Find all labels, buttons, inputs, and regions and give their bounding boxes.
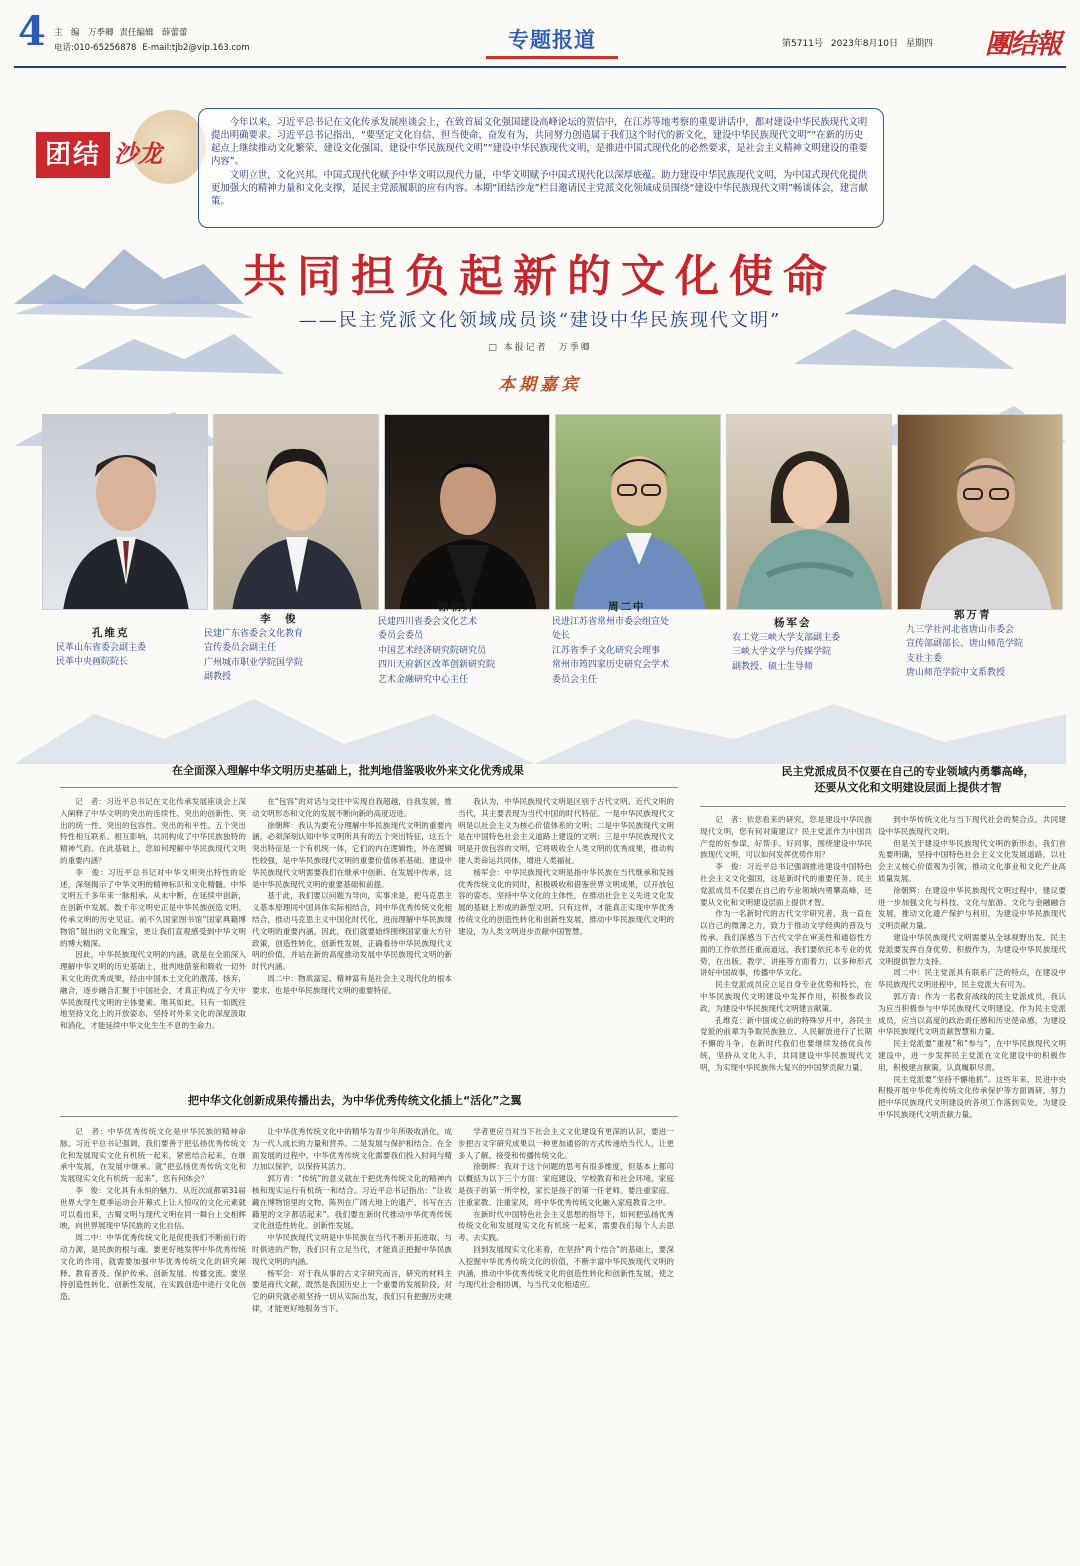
paragraph: 记 者：依您看来的研究，您是建设中华民族现代文明，您有何对策建议？民主党派作为中国共产党的好参谋、好帮手、好同事，围绕建设中华民族现代文明，可以如何发挥优势作用？ bbox=[700, 815, 872, 860]
article-column bbox=[252, 796, 452, 1066]
guest-title-line: 委员会主任 bbox=[552, 674, 598, 685]
paragraph: 回到发展现实文化来看，在坚持“两个结合”的基础上，要深入挖掘中华优秀传统文化的价值，不断丰富中华民族现代文明的内涵，推动中华优秀传统文化的创造性转化和创新性发展，使之与现代社会相协调，与当代文化相适应。 bbox=[458, 1244, 674, 1290]
article-column bbox=[60, 1126, 246, 1556]
intro-paragraph-2: 文明立世，文化兴邦。中国式现代化赋予中华文明以现代力量，中华文明赋予中国式现代化以深厚底蕴。助力建设中华民族现代文明，为中国式现代化提供更加强大的精神力量和文化支撑，是民主党派履职的应有内容。本期“团结沙龙”栏目邀请民主党派文化领域成员围绕“建设中华民族现代文明”畅谈体会，建言献策。 bbox=[211, 170, 868, 207]
guest-photo bbox=[42, 414, 208, 610]
phone: 电话:010-65256878 bbox=[54, 43, 137, 53]
guest-title-line: 广州城市职业学院国学院 bbox=[204, 657, 304, 668]
paragraph: 周二中：民主党派具有联系广泛的特点，在建设中华民族现代文明进程中，民主党派大有可为。 bbox=[878, 968, 1066, 990]
subhead-2-line-1: 民主党派成员不仅要在自己的专业领域内勇攀高峰， bbox=[781, 765, 1035, 778]
article-column bbox=[252, 1126, 452, 1556]
paragraph: 郭万青：作为一名教育战线的民主党派成员，我认为应当积极参与中华民族现代文明建设。作为民主党派成员，应当以高度的政治责任感和历史使命感，为建设中华民族现代文明贡献智慧和力量。 bbox=[878, 991, 1066, 1037]
subheadline: ——民主党派文化领域成员谈“建设中华民族现代文明” bbox=[298, 310, 782, 331]
guest-title-line: 宣传部副部长、唐山师范学院 bbox=[906, 639, 1024, 649]
paragraph: 基于此，我们要以问题为导向，实事求是，把马克思主义基本原理同中国具体实际相结合，同中华优秀传统文化相结合，推动马克思主义中国化时代化，进而理解中华民族现代文明的重要内涵。因此，我们就要始终围绕国家重大方针政策，创造性转化，创新性发展，正确看待中华民族现代文明的价值，并站在新的高度推动发展中华民族现代文明的新时代内涵。 bbox=[252, 891, 452, 972]
guest-6 bbox=[897, 414, 1063, 610]
paragraph: 李 俊：习近平总书记对中华文明突出特性的论述，深刻揭示了中华文明的精神标识和文化精髓。中华文明五千多年来一脉相承，从未中断，在延续中创新，在创新中发展。数千年文明史正是中华民族创造文明、传承文明的历史见证。前不久国家图书馆“国家典籍博物馆”展出的文化瑰宝，更让我们直观感受到中华文明的博大精深。 bbox=[60, 867, 246, 948]
guest-title-line: 唐山师范学院中文系教授 bbox=[906, 668, 1006, 678]
paragraph: 李 俊：文化具有永恒的魅力。从近次成都第31届世界大学生夏季运动会开幕式上让人惊叹的文化元素就可以看出来，古蜀文明与现代文明在同一舞台上交相辉映，向世界展现中华民族的文化自信。 bbox=[60, 1185, 246, 1231]
subhead-3: 把中华文化创新成果传播出去，为中华优秀传统文化插上“活化”之翼 bbox=[188, 1094, 522, 1107]
paper-logo: 團结報 bbox=[985, 29, 1060, 60]
paragraph: 学者更应当对当下社会主义文化建设有更深的认识，要进一步把古文字研究成果以一种更加通俗的方式传递给当代人，让更多人了解、接受和传播传统文化。 bbox=[458, 1127, 674, 1160]
guest-title-line: 民革中央画院院长 bbox=[56, 657, 129, 667]
guest-caption-5 bbox=[732, 616, 892, 674]
byline: □ 本报记者 万季卿 bbox=[488, 343, 592, 353]
paragraph: 民主党派要“坚持不懈地抓”。这些年来，民进中央积极开展中华优秀传统文化传承保护等方面调研，努力把中华民族现代文明建设的各项工作落到实处，为建设中华民族现代文明贡献力量。 bbox=[878, 1074, 1066, 1119]
badge-box: 团结 bbox=[36, 132, 110, 178]
guest-title-line: 中国艺术经济研究院研究员 bbox=[378, 645, 487, 656]
article-column bbox=[458, 796, 674, 1066]
guest-title-line: 九三学社河北省唐山市委会 bbox=[906, 624, 1015, 635]
guest-title-line: 民建四川省委会文化艺术 bbox=[378, 616, 478, 627]
paragraph: 民主党派成员应立足自身专业优势和特长，在中华民族现代文明建设中发挥作用，积极参政议政，为建设中华民族现代文明建言献策。 bbox=[700, 980, 872, 1013]
paragraph: 郭万青：“传统”的意义就在于把优秀传统文化的精神内核和现实运行有机统一和结合。习近平总书记指出：“让收藏在博物馆里的文物、陈列在广阔大地上的遗产、书写在古籍里的文字都活起来”。我们要在新时代推动中华优秀传统文化创造性转化、创新性发展。 bbox=[252, 1174, 452, 1231]
guest-title-line: 宣传委员会副主任 bbox=[204, 643, 277, 653]
guest-name: 孔维克 bbox=[92, 627, 130, 639]
guest-name: 徐朝辉 bbox=[438, 601, 476, 613]
paragraph: 杨军会：中华民族现代文明是指中华民族在当代继承和发扬优秀传统文化的同时，积极吸收和借鉴世界文明成果，以开放包容的姿态，坚持中华文化的主体性，在推动社会主义先进文化发展的基础上形成的新型文明。只有这样，才能真正实现中华优秀传统文化的创造性转化和创新性发展，推动中华民族现代文明的建设，为人类文明进步贡献中国智慧。 bbox=[458, 867, 674, 936]
paragraph: 记 者：习近平总书记在文化传承发展座谈会上深入阐释了中华文明的突出的连续性、突出的创新性、突出的统一性、突出的包容性、突出的和平性。五个突出特性相互联系、相互影响，共同构成了中华民族独特的精神气韵。在此基础上，您如何理解中华民族现代文明的重要内涵？ bbox=[60, 797, 246, 865]
section-title: 专题报道 bbox=[508, 28, 596, 52]
guest-title-line: 艺术金融研究中心主任 bbox=[378, 674, 469, 685]
page-number: 4 bbox=[18, 8, 46, 55]
paragraph: 到中华传统文化与当下现代社会的契合点，共同建设中华民族现代文明。 bbox=[878, 815, 1066, 836]
guest-title-line: 支社主委 bbox=[906, 653, 943, 664]
guest-photo bbox=[726, 414, 892, 610]
article-column bbox=[60, 796, 246, 1066]
paragraph: 李 俊：习近平总书记强调推进建设中国特色社会主义文化强国，这是新时代的重要任务。民主党派成员不仅要在自己的专业领域内勇攀高峰，还要从文化和文明建设层面上提供才智。 bbox=[700, 862, 872, 907]
divider bbox=[700, 806, 1066, 807]
guest-title-line: 民革山东省委会副主委 bbox=[56, 642, 147, 653]
paragraph: 让中华优秀传统文化中的精华为青少年所吸收消化，成为一代人成长的力量和营养。二是发展与保护相结合。在全面发展的过程中，中华优秀传统文化需要我们投入时间与精力加以保护，以保持其活力。 bbox=[252, 1127, 452, 1172]
intro-paragraph-1: 今年以来，习近平总书记在文化传承发展座谈会上，在致首届文化强国建设高峰论坛的贺信中，在江苏等地考察的重要讲话中，都对建设中华民族现代文明提出明确要求。习近平总书记指出，“要坚定文化自信、担当使命、奋发有为，共同努力创造属于我们这个时代的新文化，建设中华民族现代文明”“在新的历史起点上继续推动文化繁荣、建设文化强国、建设中华民族现代文明”“建设中华民族现代文明，是推进中国式现代化的必然要求，是社会主义精神文明建设的重要内容”。 bbox=[211, 117, 868, 167]
guest-title-line: 农工党三峡大学支部副主委 bbox=[732, 632, 841, 643]
paragraph: 因此，中华民族现代文明的内涵，就是在全面深入理解中华文明的历史基础上，批判地借鉴和吸收一切外来文化的优秀成果，经由中国本土文化的激荡、扬弃，融合，逐步融合汇聚于中国社会，才真正构成了今天中华民族现代文明的主体要素。唯其如此，只有一如既往地坚持文化上的开放姿态，坚持对外来文化的深度汲取和消化，才能延续中华文化生生不息的生命力。 bbox=[60, 950, 246, 1031]
paragraph: 民主党派要“重视”和“参与”，在中华民族现代文明建设中，进一步发挥民主党派在文化建设中的积极作用，积极建言献策，认真履职尽责。 bbox=[878, 1039, 1066, 1072]
guest-photo bbox=[555, 414, 721, 610]
guest-photo bbox=[897, 414, 1063, 610]
guest-4 bbox=[555, 414, 721, 610]
subhead-2 bbox=[748, 764, 1068, 796]
intro-box bbox=[198, 108, 884, 228]
guest-caption-1 bbox=[56, 626, 206, 670]
guest-title-line: 四川天府新区改革创新研究院 bbox=[378, 660, 496, 670]
guest-caption-3 bbox=[378, 600, 553, 687]
guest-title-line: 江苏省季子文化研究会理事 bbox=[552, 645, 661, 656]
paragraph: 建设中华民族现代文明需要从全球视野出发。民主党派要发挥自身优势，积极作为，为建设中华民族现代文明提供智力支持。 bbox=[878, 932, 1066, 966]
article-column bbox=[878, 814, 1066, 1554]
guest-5 bbox=[726, 414, 892, 610]
guest-caption-4 bbox=[552, 600, 722, 687]
portrait-silhouette bbox=[898, 415, 1063, 610]
article-column bbox=[700, 814, 872, 1554]
portrait-silhouette bbox=[214, 415, 379, 610]
portrait-silhouette bbox=[727, 415, 892, 610]
paragraph: 徐朝辉：我对于这个问题的思考有很多维度，但基本上都可以概括为以下三个方面：家庭建设、学校教育和社会环境。家庭是孩子的第一所学校，家长是孩子的第一任老师。要注重家庭、注重家教、注重家风，将中华优秀传统文化融入家庭教育之中。 bbox=[458, 1162, 674, 1207]
issue-weekday: 星期四 bbox=[906, 39, 934, 49]
section-rule bbox=[486, 56, 618, 59]
portrait-silhouette bbox=[385, 415, 550, 610]
guest-title-line: 副教授 bbox=[204, 672, 232, 682]
subhead-1: 在全面深入理解中华文明历史基础上，批判地借鉴吸收外来文化优秀成果 bbox=[172, 764, 524, 777]
guest-3 bbox=[384, 414, 550, 610]
divider bbox=[60, 1116, 678, 1117]
mountain-bottom bbox=[14, 699, 534, 764]
guest-title-line: 民进江苏省常州市委会组宣处 bbox=[552, 616, 670, 627]
paragraph: 孔维克：新中国成立前的特殊岁月中，各民主党派的前辈为争取民族独立、人民解放进行了长期不懈的斗争，在新时代我们也要继续发扬优良传统，坚持从文化入手，共同建设中华民族现代文明，为实现中华民族伟大复兴的中国梦贡献力量。 bbox=[700, 1015, 872, 1072]
mountain-bottom-right bbox=[534, 704, 1066, 764]
guest-2 bbox=[213, 414, 379, 610]
column-badge bbox=[36, 132, 176, 180]
paragraph: 中华民族现代文明是中华民族在当代不断开拓进取、与时俱进的产物，我们只有立足当代，才能真正把握中华民族现代文明的内涵。 bbox=[252, 1233, 452, 1266]
email: E-mail:tjb2@vip.163.com bbox=[142, 43, 250, 53]
editor-info bbox=[54, 26, 256, 56]
guest-title-line: 民建广东省委会文化教育 bbox=[204, 628, 304, 639]
paragraph: 作为一名新时代的古代文学研究者，我一直在以自己的微薄之力，致力于推动文学经典的普及与传承。我们深感当下古代文学在审美性和通俗性方面的工作依然任重而道远，我们要依托本专业的优势，在出版、教学、讲座等方面着力，以多种形式讲好中国故事，传播中华文化。 bbox=[700, 909, 872, 978]
paragraph: 但是关于建设中华民族现代文明的新形态，我们首先要明确，坚持中国特色社会主义文化发展道路，以社会主义核心价值观为引领，推动文化事业和文化产业高质量发展。 bbox=[878, 838, 1066, 883]
paragraph: 在“包容”的对话与交往中实现自我超越，自我发展，推动文明形态和文化的发展不断向新的高度迈进。 bbox=[252, 797, 452, 818]
portrait-silhouette bbox=[43, 415, 208, 610]
guest-title-line: 三峡大学文学与传媒学院 bbox=[732, 647, 832, 657]
guest-1 bbox=[42, 414, 208, 610]
guest-name: 郭万青 bbox=[954, 609, 992, 621]
article-column bbox=[458, 1126, 674, 1556]
guest-title-line: 处长 bbox=[552, 631, 571, 641]
paragraph: 杨军会：对于我从事的古文字研究而言，研究的材料主要是商代文献，既然是我国历史上一个重要的发展阶段，对它的研究就必须坚持一切从实际出发，我们只有把握历史规律，才能更好地服务当下。 bbox=[252, 1268, 452, 1313]
guest-caption-2 bbox=[204, 612, 369, 685]
issue-number: 第5711号 bbox=[782, 39, 823, 49]
badge-script: 沙龙 bbox=[114, 139, 162, 168]
portrait-silhouette bbox=[556, 415, 721, 610]
subhead-2-line-2: 还要从文化和文明建设层面上提供才智 bbox=[814, 781, 1002, 794]
paragraph: 周二中：物质富足、精神富有是社会主义现代化的根本要求，也是中华民族现代文明的重要特征。 bbox=[252, 973, 452, 995]
issue-info bbox=[782, 36, 941, 49]
divider bbox=[60, 787, 678, 788]
guest-title-line: 委员会委员 bbox=[378, 631, 424, 641]
paragraph: 徐朝辉：我认为要充分理解中华民族现代文明的重要内涵，必须深刻认知中华文明所具有的五个突出特征，这五个突出特征是一个有机统一体，它们的内在逻辑性，外在逻辑性较强，是中华民族现代文明的重要价值体系基础。建设中华民族现代文明需要我们在继承中创新、在发展中传承，这是中华民族现代文明的重要基础和前提。 bbox=[252, 820, 452, 889]
guest-name: 杨军会 bbox=[774, 617, 812, 629]
issue-date: 2023年8月10日 bbox=[830, 39, 898, 49]
responsible-editor: 责任编辑 薛蕾蕾 bbox=[119, 28, 188, 38]
guest-caption-6 bbox=[906, 608, 1066, 681]
guest-photo bbox=[384, 414, 550, 610]
headline: 共同担负起新的文化使命 bbox=[243, 251, 837, 302]
guests-title: 本期嘉宾 bbox=[498, 375, 582, 395]
guest-photo bbox=[213, 414, 379, 610]
paragraph: 周二中：中华优秀传统文化是促使我们不断前行的动力源，是民族的根与魂。要更好地发挥中华优秀传统文化的作用，就需要加强中华优秀传统文化的研究阐释、教育普及、保护传承、创新发展、传播交流。要坚持创造性转化、创新性发展，在实践创造中进行文化创造。 bbox=[60, 1233, 246, 1302]
paragraph: 记 者：中华优秀传统文化是中华民族的精神命脉。习近平总书记强调，我们要善于把弘扬优秀传统文化和发展现实文化有机统一起来，紧密结合起来，在继承中发展，在发展中继承。就“把弘扬优秀传统文化和发展现实文化有机统一起来”，您有何体会？ bbox=[60, 1127, 246, 1184]
chief-editor: 主 编 万季卿 bbox=[54, 28, 114, 38]
paragraph: 我认为，中华民族现代文明是区别于古代文明、近代文明的当代，其主要表现为当代中国的时代特征。一是中华民族现代文明是以社会主义为核心价值体系的文明；二是中华民族现代文明是在中国特色社会主义道路上建设的文明；三是中华民族现代文明是开放包容的文明，它将吸收全人类文明的优秀成果，推动构建人类命运共同体，增进人类福祉。 bbox=[458, 797, 674, 865]
masthead bbox=[14, 10, 1066, 68]
guest-title-line: 副教授、硕士生导师 bbox=[732, 661, 814, 672]
paragraph: 徐朝辉：在建设中华民族现代文明过程中，建议要进一步加强文化与科技、文化与旅游、文化与金融融合发展，推动文化遗产保护与利用，为建设中华民族现代文明贡献力量。 bbox=[878, 885, 1066, 931]
guest-title-line: 常州市筠四家历史研究会学术 bbox=[552, 660, 670, 670]
guest-name: 李 俊 bbox=[260, 613, 298, 625]
guest-name: 周二中 bbox=[608, 601, 646, 613]
paragraph: 在新时代中国特色社会主义思想的指导下，如何把弘扬优秀传统文化和发展现实文化有机统一起来，需要我们每个人去思考、去实践。 bbox=[458, 1209, 674, 1243]
